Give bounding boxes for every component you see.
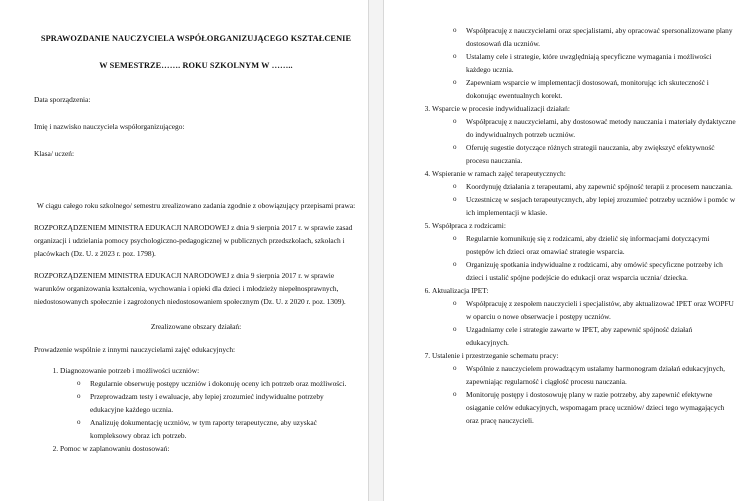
sub-list xyxy=(432,362,736,427)
sub-list-item xyxy=(453,76,736,102)
sub-item-text: Współpracuję z zespołem nauczycieli i specjalistów, aby aktualizować IPET oraz WOPFU w oparciu o nowe obserwacje i postępy uczniów. xyxy=(466,299,734,321)
areas-list xyxy=(34,364,358,455)
sub-list-item xyxy=(453,193,736,219)
sub-list-item xyxy=(453,258,736,284)
document-page-left xyxy=(0,0,368,501)
bullet-icon: o xyxy=(453,260,457,268)
section-heading: Prowadzenie wspólnie z innymi nauczycielami zajęć edukacyjnych: xyxy=(34,345,236,354)
list-item-label: Diagnozowanie potrzeb i możliwości uczniów: xyxy=(60,366,200,375)
report-title: SPRAWOZDANIE NAUCZYCIELA WSPÓŁORGANIZUJĄCEGO KSZTAŁCENIE xyxy=(40,34,352,43)
sub-item-text: Ustalamy cele i strategie, które uwzględniają specyficzne wymagania i możliwości każdego ucznia. xyxy=(466,52,712,74)
list-item-label: Współpraca z rodzicami: xyxy=(432,221,506,230)
areas-list-right xyxy=(404,102,736,427)
sub-item-text: Monitoruję postępy i dostosowuję plany w razie potrzeby, aby zapewnić efektywne osiąganie celów edukacyjnych, wspomagam pracę uczniów/ dzieci tego wymagających oraz pracę nauczycieli. xyxy=(466,390,725,425)
sub-item-text: Przeprowadzam testy i ewaluacje, aby lepiej zrozumieć indywidualne potrzeby edukacyjne każdego ucznia. xyxy=(90,392,324,414)
bullet-icon: o xyxy=(453,182,457,190)
sub-list-item xyxy=(453,24,736,50)
list-item-label: Wsparcie w procesie indywidualizacji działań: xyxy=(432,104,570,113)
bullet-icon: o xyxy=(77,392,81,400)
list-item xyxy=(60,364,358,442)
sub-item-text: Współpracuję z nauczycielami, aby dostosować metody nauczania i materiały dydaktyczne do indywidualnych potrzeb uczniów. xyxy=(466,117,736,139)
list-item xyxy=(432,102,736,167)
bullet-icon: o xyxy=(453,234,457,242)
field-teacher-name: Imię i nazwisko nauczyciela współorganizującego: xyxy=(34,122,185,131)
areas-list-continued xyxy=(404,24,736,102)
list-item-label: Aktualizacja IPET: xyxy=(432,286,489,295)
field-date: Data sporządzenia: xyxy=(34,95,91,104)
sub-list xyxy=(432,115,736,167)
bullet-icon: o xyxy=(453,364,457,372)
sub-item-text: Regularnie komunikuję się z rodzicami, aby dzielić się informacjami dotyczącymi postępów ich dzieci oraz omawiać strategie wsparcia. xyxy=(466,234,710,256)
intro-paragraph: W ciągu całego roku szkolnego/ semestru zrealizowano zadania zgodnie z obowiązujący przepisami prawa: xyxy=(36,201,356,210)
sub-list xyxy=(432,24,736,102)
sub-item-text: Uczestniczę w sesjach terapeutycznych, aby lepiej zrozumieć potrzeby uczniów i pomóc w ich implementacji w klasie. xyxy=(466,195,736,217)
list-item xyxy=(432,284,736,349)
sub-list-item xyxy=(453,362,736,388)
areas-heading: Zrealizowane obszary działań: xyxy=(150,322,242,331)
list-item xyxy=(432,219,736,284)
bullet-icon: o xyxy=(77,379,81,387)
sub-list-item xyxy=(453,180,736,193)
sub-item-text: Wspólnie z nauczycielem prowadzącym ustalamy harmonogram działań edukacyjnych, zapewniając regularność i ciągłość procesu nauczania. xyxy=(466,364,725,386)
sub-list-item xyxy=(453,323,736,349)
sub-list-item xyxy=(453,141,736,167)
bullet-icon: o xyxy=(453,117,457,125)
sub-list-item xyxy=(77,390,358,416)
report-subtitle: W SEMESTRZE……. ROKU SZKOLNYM W …….. xyxy=(99,61,293,70)
list-item xyxy=(60,442,358,455)
sub-item-text: Analizuję dokumentację uczniów, w tym raporty terapeutyczne, aby uzyskać kompleksowy obraz ich potrzeb. xyxy=(90,418,317,440)
sub-item-text: Uzgadniamy cele i strategie zawarte w IPET, aby zapewnić spójność działań edukacyjnych. xyxy=(466,325,693,347)
list-item-label: Pomoc w zaplanowaniu dostosowań: xyxy=(60,444,170,453)
sub-list-item xyxy=(77,416,358,442)
bullet-icon: o xyxy=(453,325,457,333)
sub-list-item xyxy=(453,388,736,427)
bullet-icon: o xyxy=(453,195,457,203)
sub-list-item xyxy=(453,50,736,76)
sub-list xyxy=(60,377,358,442)
bullet-icon: o xyxy=(453,390,457,398)
sub-list-item xyxy=(77,377,358,390)
list-item-continuation xyxy=(432,24,736,102)
regulation-2: ROZPORZĄDZENIEM MINISTRA EDUKACJI NARODOWEJ z dnia 9 sierpnia 2017 r. w sprawie warunków organizowania kształcenia, wychowania i opieki dla dzieci i młodzieży niepełnosprawnych, niedostosowanych społecznie i zagrożonych niedostosowaniem społecznym (Dz. U. z 2020 r. poz. 1309). xyxy=(34,271,346,306)
sub-list xyxy=(432,180,736,219)
document-page-right xyxy=(384,0,750,501)
sub-item-text: Współpracuję z nauczycielami oraz specjalistami, aby opracować spersonalizowane plany dostosowań dla uczniów. xyxy=(466,26,733,48)
list-item xyxy=(432,167,736,219)
list-item xyxy=(432,349,736,427)
list-item-label: Ustalenie i przestrzeganie schematu pracy: xyxy=(432,351,559,360)
bullet-icon: o xyxy=(77,418,81,426)
sub-item-text: Regularnie obserwuję postępy uczniów i dokonuję oceny ich potrzeb oraz możliwości. xyxy=(90,379,347,388)
sub-list-item xyxy=(453,115,736,141)
sub-item-text: Oferuję sugestie dotyczące różnych strategii nauczania, aby zwiększyć efektywność procesu nauczania. xyxy=(466,143,715,165)
sub-item-text: Koordynuję działania z terapeutami, aby zapewnić spójność terapii z procesem nauczania. xyxy=(466,182,733,191)
bullet-icon: o xyxy=(453,143,457,151)
sub-list-item xyxy=(453,232,736,258)
field-class: Klasa/ uczeń: xyxy=(34,149,75,158)
bullet-icon: o xyxy=(453,299,457,307)
sub-item-text: Zapewniam wsparcie w implementacji dostosowań, monitorując ich skuteczność i dokonując ewentualnych korekt. xyxy=(466,78,709,100)
list-item-label: Wspieranie w ramach zajęć terapeutycznych: xyxy=(432,169,566,178)
bullet-icon: o xyxy=(453,26,457,34)
sub-item-text: Organizuję spotkania indywidualne z rodzicami, aby omówić specyficzne potrzeby ich dzieci i ustalić spójne podejście do edukacji oraz wsparcia ucznia/ dziecka. xyxy=(466,260,723,282)
sub-list xyxy=(432,232,736,284)
bullet-icon: o xyxy=(453,52,457,60)
sub-list xyxy=(432,297,736,349)
bullet-icon: o xyxy=(453,78,457,86)
sub-list-item xyxy=(453,297,736,323)
regulation-1: ROZPORZĄDZENIEM MINISTRA EDUKACJI NARODOWEJ z dnia 9 sierpnia 2017 r. w sprawie zasad organizacji i udzielania pomocy psychologiczno-pedagogicznej w publicznych przedszkolach, szkołach i placówkach (Dz. U. z 2023 r. poz. 1798). xyxy=(34,223,353,258)
page-gutter xyxy=(368,0,384,501)
